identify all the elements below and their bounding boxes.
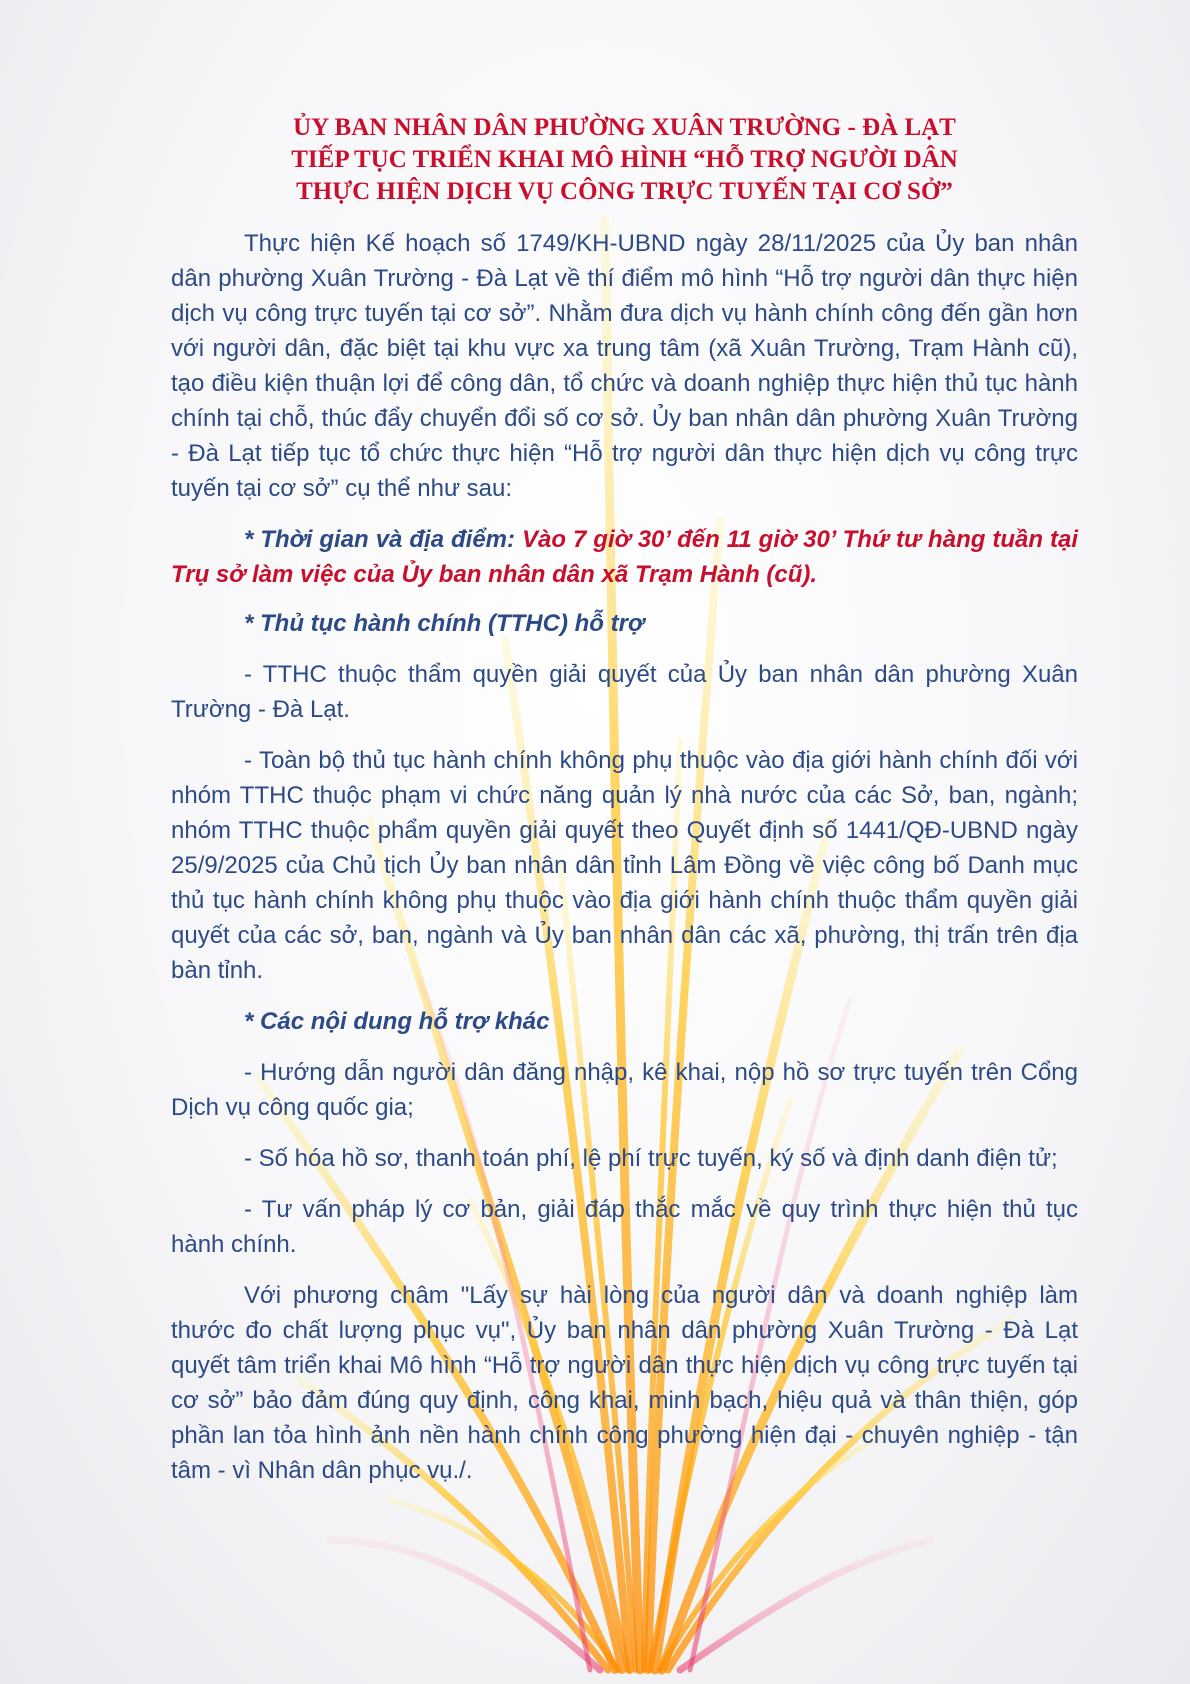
title-line-3: THỰC HIỆN DỊCH VỤ CÔNG TRỰC TUYẾN TẠI CƠ SỞ” (296, 178, 953, 205)
time-place-value: Vào 7 giờ 30’ đến 11 giờ 30’ Thứ tư hàng tuần tại Trụ sở làm việc của Ủy ban nhân dân xã Trạm Hành (cũ). (171, 526, 1078, 588)
article (171, 112, 1078, 1504)
other-support-item: - Hướng dẫn người dân đăng nhập, kê khai, nộp hồ sơ trực tuyến trên Cổng Dịch vụ công quốc gia; (171, 1059, 1078, 1121)
title-line-2: TIẾP TỤC TRIỂN KHAI MÔ HÌNH “HỖ TRỢ NGƯỜI DÂN (291, 146, 958, 173)
intro-paragraph: Thực hiện Kế hoạch số 1749/KH-UBND ngày 28/11/2025 của Ủy ban nhân dân phường Xuân Trường - Đà Lạt về thí điểm mô hình “Hỗ trợ người dân thực hiện dịch vụ công trực tuyến tại cơ sở”. Nhằm đưa dịch vụ hành chính công đến gần hơn với người dân, đặc biệt tại khu vực xa trung tâm (xã Xuân Trường, Trạm Hành cũ), tạo điều kiện thuận lợi để công dân, tổ chức và doanh nghiệp thực hiện thủ tục hành chính tại chỗ, thúc đẩy chuyển đổi số cơ sở. Ủy ban nhân dân phường Xuân Trường - Đà Lạt tiếp tục tổ chức thực hiện “Hỗ trợ người dân thực hiện dịch vụ công trực tuyến tại cơ sở” cụ thể như sau: (171, 230, 1078, 502)
procedures-heading: * Thủ tục hành chính (TTHC) hỗ trợ (244, 610, 645, 637)
other-support-item: - Tư vấn pháp lý cơ bản, giải đáp thắc mắc về quy trình thực hiện thủ tục hành chính. (171, 1196, 1078, 1258)
time-place-label: * Thời gian và địa điểm: (244, 526, 516, 553)
article-title (171, 112, 1078, 208)
other-support-item: - Số hóa hồ sơ, thanh toán phí, lệ phí trực tuyến, ký số và định danh điện tử; (244, 1145, 1058, 1172)
title-line-1: ỦY BAN NHÂN DÂN PHƯỜNG XUÂN TRƯỜNG - ĐÀ LẠT (293, 114, 956, 141)
other-support-heading: * Các nội dung hỗ trợ khác (244, 1008, 550, 1035)
procedures-item: - TTHC thuộc thẩm quyền giải quyết của Ủy ban nhân dân phường Xuân Trường - Đà Lạt. (171, 661, 1078, 723)
time-place-paragraph (171, 522, 1078, 592)
procedures-item: - Toàn bộ thủ tục hành chính không phụ thuộc vào địa giới hành chính đối với nhóm TTHC thuộc phạm vi chức năng quản lý nhà nước của các Sở, ban, ngành; nhóm TTHC thuộc phẩm quyền giải quyết theo Quyết định số 1441/QĐ-UBND ngày 25/9/2025 của Chủ tịch Ủy ban nhân dân tỉnh Lâm Đồng về việc công bố Danh mục thủ tục hành chính không phụ thuộc vào địa giới hành chính thuộc thẩm quyền giải quyết của các sở, ban, ngành và Ủy ban nhân dân các xã, phường, thị trấn trên địa bàn tỉnh. (171, 747, 1078, 984)
closing-paragraph: Với phương châm "Lấy sự hài lòng của người dân và doanh nghiệp làm thước đo chất lượng phục vụ", Ủy ban nhân dân phường Xuân Trường - Đà Lạt quyết tâm triển khai Mô hình “Hỗ trợ người dân thực hiện dịch vụ công trực tuyến tại cơ sở” bảo đảm đúng quy định, công khai, minh bạch, hiệu quả và thân thiện, góp phần lan tỏa hình ảnh nền hành chính công phường hiện đại - chuyên nghiệp - tận tâm - vì Nhân dân phục vụ./. (171, 1282, 1078, 1484)
